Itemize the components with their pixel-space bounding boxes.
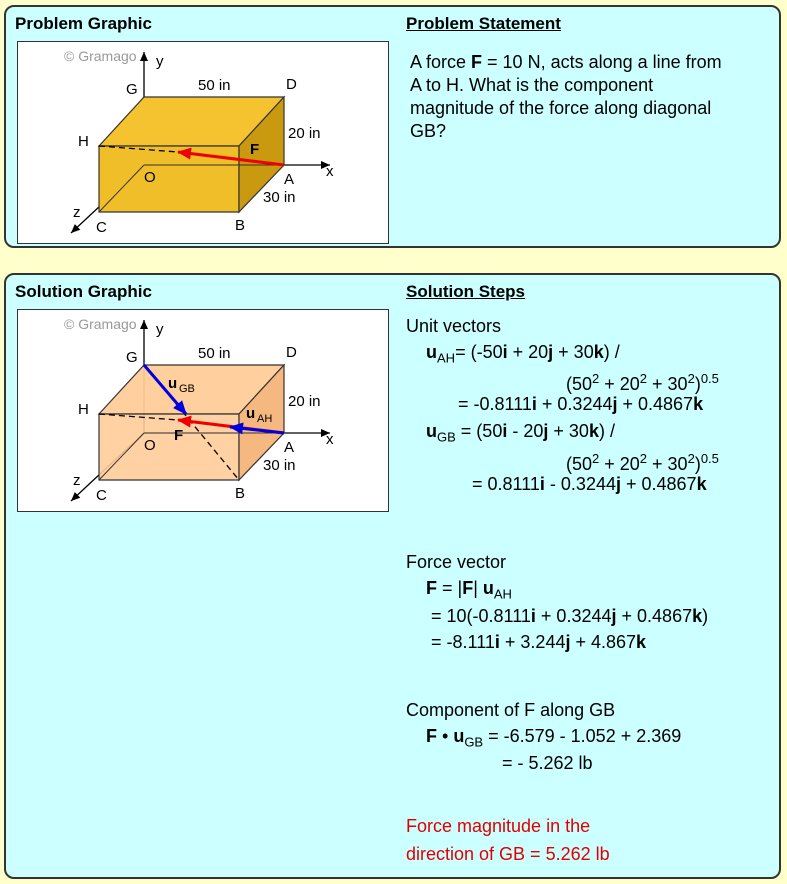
svg-text:O: O [144, 169, 156, 186]
svg-text:50 in: 50 in [198, 77, 231, 94]
svg-text:D: D [286, 344, 297, 361]
svg-text:A: A [284, 439, 295, 456]
svg-text:u: u [246, 405, 256, 422]
result-line-1: Force magnitude in the [406, 816, 591, 836]
svg-text:20 in: 20 in [288, 125, 321, 142]
svg-text:50 in: 50 in [198, 345, 231, 362]
svg-text:A: A [284, 171, 295, 188]
problem-diagram [18, 42, 388, 243]
svg-text:x: x [326, 431, 334, 448]
eq-uGB-2: $(50^2 + 20^2 + 30^2)^{0.5}$ [566, 451, 719, 474]
eq-F-1: F = |F| $u_{AH}$ [426, 578, 512, 602]
svg-text:y: y [156, 321, 164, 338]
watermark: © Gramago [64, 48, 137, 64]
force-vector-label: Force vector [406, 552, 507, 572]
eq-uAH-2: $(50^2 + 20^2 + 30^2)^{0.5}$ [566, 371, 719, 394]
svg-text:AH: AH [257, 413, 273, 425]
component-label: Component of F along GB [406, 700, 616, 720]
eq-uAH-3: = -0.8111i + 0.3244j + 0.4867k [458, 394, 704, 414]
svg-text:© Gramago: © Gramago [64, 316, 137, 332]
problem-panel [4, 5, 781, 248]
solution-diagram [18, 310, 388, 511]
svg-text:B: B [235, 485, 246, 502]
eq-comp-1: F • $u_{GB} = -6.579 - 1.052 + 2.369$ [426, 726, 682, 750]
eq-uGB-1: $u_{GB} = (50i - 20j + 30k)$ / [426, 421, 615, 445]
svg-text:x: x [326, 163, 334, 180]
svg-text:z: z [73, 472, 81, 489]
svg-text:u: u [168, 375, 178, 392]
solution-steps-title: Solution Steps [406, 282, 525, 301]
unit-vectors-label: Unit vectors [406, 316, 502, 336]
svg-text:B: B [235, 217, 246, 234]
svg-text:z: z [73, 204, 81, 221]
svg-text:O: O [144, 437, 156, 454]
eq-uGB-3: = 0.8111i - 0.3244j + 0.4867k [472, 474, 707, 494]
svg-text:GB: GB [179, 383, 195, 395]
svg-text:G: G [126, 81, 138, 98]
problem-graphic-title: Problem Graphic [15, 14, 152, 33]
eq-F-2: = 10(-0.8111i + 0.3244j + 0.4867k) [431, 606, 709, 626]
eq-F-3: = -8.111i + 3.244j + 4.867k [431, 632, 647, 652]
svg-text:G: G [126, 349, 138, 366]
eq-comp-2: = - 5.262 lb [502, 753, 593, 773]
svg-text:H: H [78, 133, 89, 150]
svg-text:30 in: 30 in [263, 457, 296, 474]
svg-text:F: F [174, 427, 184, 444]
svg-text:y: y [156, 53, 164, 70]
svg-text:C: C [96, 487, 107, 504]
svg-text:C: C [96, 219, 107, 236]
svg-text:H: H [78, 401, 89, 418]
svg-text:30 in: 30 in [263, 189, 296, 206]
svg-text:20 in: 20 in [288, 393, 321, 410]
svg-text:F: F [250, 141, 260, 158]
solution-graphic-title: Solution Graphic [15, 282, 152, 301]
problem-graphic [17, 41, 389, 244]
eq-uAH-1: $u_{AH}= (-50i + 20j + 30k)$ / [426, 342, 620, 366]
problem-statement-title: Problem Statement [406, 14, 561, 33]
svg-text:D: D [286, 76, 297, 93]
problem-statement-text: A force F = 10 N, acts along a line from A to H. What is the component magnitude of the force along diagonal GB? [410, 52, 722, 141]
result-line-2: direction of GB = 5.262 lb [406, 844, 610, 864]
solution-panel [4, 273, 781, 879]
solution-graphic [17, 309, 389, 512]
